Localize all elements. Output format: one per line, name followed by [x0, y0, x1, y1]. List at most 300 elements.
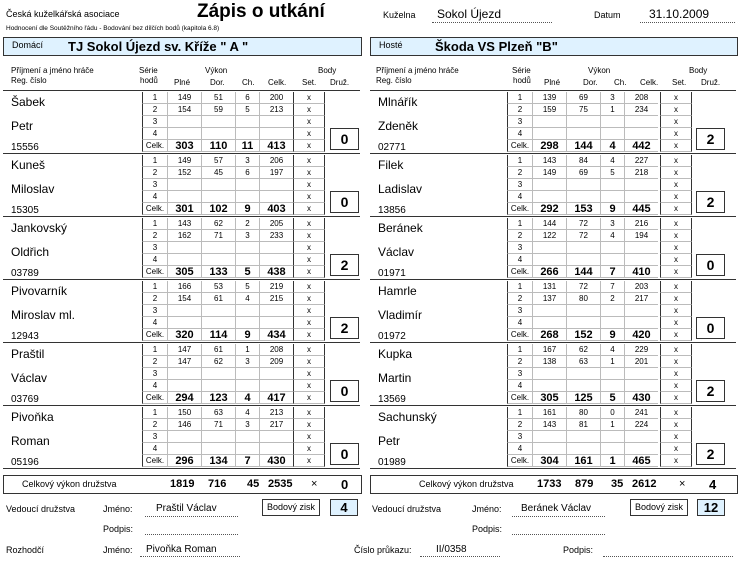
- serie-number: 3: [507, 242, 532, 254]
- score-ch: 3: [235, 230, 259, 242]
- home-sum-points: 0: [341, 477, 349, 492]
- player-points: 2: [696, 191, 725, 213]
- score-ch: [235, 242, 259, 254]
- set-mark: x: [293, 305, 325, 317]
- set-mark: x: [293, 329, 325, 341]
- score-ch: [235, 431, 259, 443]
- score-dor: 59: [201, 104, 235, 116]
- celk-label: Celk.: [507, 455, 532, 467]
- score-dor: 81: [566, 419, 600, 431]
- score-plne: 144: [532, 218, 566, 230]
- score-plne: [532, 116, 566, 128]
- col-player: Příjmení a jméno hráče: [11, 66, 94, 75]
- score-celk: [259, 128, 293, 140]
- score-celk: 216: [624, 218, 658, 230]
- player-firstname: Zdeněk: [378, 119, 419, 133]
- score-dor: 134: [201, 455, 235, 467]
- score-celk: 197: [259, 167, 293, 179]
- score-dor: 123: [201, 392, 235, 404]
- guest-table-top: [370, 90, 736, 91]
- score-plne: [167, 254, 201, 266]
- score-dor: 62: [566, 344, 600, 356]
- player-reg-number: 13856: [378, 205, 406, 216]
- score-celk: 465: [624, 455, 658, 467]
- score-celk: 224: [624, 419, 658, 431]
- serie-number: 2: [507, 104, 532, 116]
- score-ch: 1: [600, 104, 624, 116]
- guest-sum-plne: 1733: [537, 478, 562, 490]
- score-celk: 213: [259, 407, 293, 419]
- player-surname: Hamrle: [378, 284, 417, 298]
- score-dor: [566, 317, 600, 329]
- serie-number: 1: [142, 281, 167, 293]
- set-mark: x: [660, 191, 692, 203]
- score-plne: 143: [532, 155, 566, 167]
- player-points: 2: [696, 443, 725, 465]
- player-points: 2: [696, 380, 725, 402]
- home-sum-dor: 716: [208, 478, 227, 490]
- set-mark: x: [660, 392, 692, 404]
- score-ch: [600, 431, 624, 443]
- player-reg-number: 01989: [378, 457, 406, 468]
- serie-number: 3: [142, 368, 167, 380]
- col-vykon: Výkon: [205, 66, 228, 75]
- score-celk: [259, 179, 293, 191]
- score-ch: 7: [600, 281, 624, 293]
- score-celk: 208: [624, 92, 658, 104]
- set-mark: x: [293, 128, 325, 140]
- serie-number: 2: [507, 356, 532, 368]
- score-dor: [566, 380, 600, 392]
- set-mark: x: [660, 242, 692, 254]
- score-plne: [532, 305, 566, 317]
- guest-vedouci-label: Vedoucí družstva: [372, 504, 442, 514]
- score-dor: [566, 242, 600, 254]
- set-mark: x: [293, 455, 325, 467]
- score-ch: [235, 368, 259, 380]
- col-dor: Dor.: [210, 78, 225, 87]
- score-celk: 445: [624, 203, 658, 215]
- score-ch: [600, 128, 624, 140]
- score-dor: 57: [201, 155, 235, 167]
- player-reg-number: 02771: [378, 142, 406, 153]
- set-mark: x: [660, 344, 692, 356]
- home-jmeno-label: Jméno:: [103, 504, 133, 514]
- player-reg-number: 13569: [378, 394, 406, 405]
- set-mark: x: [660, 167, 692, 179]
- score-plne: [532, 128, 566, 140]
- rozhodci-name-line: [140, 556, 240, 557]
- col-serie: Série: [139, 66, 158, 75]
- player-firstname: Ladislav: [378, 182, 423, 196]
- score-celk: 209: [259, 356, 293, 368]
- score-plne: [167, 431, 201, 443]
- score-celk: [259, 317, 293, 329]
- set-mark: x: [660, 104, 692, 116]
- player-points: 2: [330, 317, 359, 339]
- score-ch: [600, 191, 624, 203]
- guest-sum-set: ×: [679, 478, 686, 490]
- score-plne: 301: [167, 203, 201, 215]
- score-ch: 3: [600, 218, 624, 230]
- score-plne: 137: [532, 293, 566, 305]
- score-plne: [167, 317, 201, 329]
- guest-label: Hosté: [379, 40, 403, 50]
- player-points: 0: [330, 380, 359, 402]
- serie-number: 4: [507, 317, 532, 329]
- score-ch: 3: [235, 155, 259, 167]
- serie-number: 3: [142, 116, 167, 128]
- player-points: 2: [330, 254, 359, 276]
- player-block: [3, 91, 360, 154]
- guest-vedouci-name: Beránek Václav: [521, 503, 592, 514]
- player-firstname: Václav: [11, 371, 48, 385]
- score-ch: 4: [235, 293, 259, 305]
- player-surname: Pivovarník: [11, 284, 68, 298]
- score-ch: [600, 305, 624, 317]
- set-mark: x: [660, 380, 692, 392]
- score-plne: [167, 179, 201, 191]
- kuzelna-label: Kuželna: [383, 10, 416, 20]
- score-ch: 5: [235, 104, 259, 116]
- score-plne: 154: [167, 293, 201, 305]
- col-set: Set.: [302, 78, 317, 87]
- score-plne: [167, 242, 201, 254]
- score-celk: [259, 380, 293, 392]
- set-mark: x: [660, 218, 692, 230]
- page-title: Zápis o utkání: [197, 1, 325, 22]
- set-mark: x: [293, 167, 325, 179]
- score-ch: 6: [235, 92, 259, 104]
- set-mark: x: [660, 230, 692, 242]
- score-celk: [624, 380, 658, 392]
- score-dor: [201, 380, 235, 392]
- celk-label: Celk.: [507, 329, 532, 341]
- set-mark: x: [293, 203, 325, 215]
- home-podpis-line: [145, 534, 238, 535]
- score-ch: [235, 380, 259, 392]
- score-celk: 410: [624, 266, 658, 278]
- score-ch: [600, 368, 624, 380]
- score-ch: 5: [235, 266, 259, 278]
- serie-number: 4: [507, 380, 532, 392]
- score-plne: 150: [167, 407, 201, 419]
- score-dor: [566, 116, 600, 128]
- player-points: 0: [696, 317, 725, 339]
- score-dor: [566, 254, 600, 266]
- guest-sum-ch: 35: [611, 478, 624, 490]
- score-plne: 162: [167, 230, 201, 242]
- guest-team-name: Škoda VS Plzeň "B": [435, 39, 558, 54]
- score-plne: 154: [167, 104, 201, 116]
- score-celk: [624, 317, 658, 329]
- serie-number: 2: [507, 419, 532, 431]
- score-celk: [624, 242, 658, 254]
- score-dor: 71: [201, 419, 235, 431]
- col-player: Příjmení a jméno hráče: [376, 66, 459, 75]
- player-block: [370, 91, 736, 154]
- rozhodci-jmeno-label: Jméno:: [103, 545, 133, 555]
- score-dor: 51: [201, 92, 235, 104]
- score-dor: [201, 191, 235, 203]
- score-plne: [532, 443, 566, 455]
- set-mark: x: [660, 407, 692, 419]
- player-surname: Kupka: [378, 347, 413, 361]
- score-plne: 143: [167, 218, 201, 230]
- set-mark: x: [293, 266, 325, 278]
- score-plne: [532, 254, 566, 266]
- score-celk: 217: [259, 419, 293, 431]
- score-dor: 63: [201, 407, 235, 419]
- col-plne: Plné: [544, 78, 561, 87]
- set-mark: x: [660, 293, 692, 305]
- player-reg-number: 01971: [378, 268, 406, 279]
- score-plne: [167, 191, 201, 203]
- score-celk: 413: [259, 140, 293, 152]
- set-mark: x: [293, 155, 325, 167]
- score-celk: 217: [624, 293, 658, 305]
- score-plne: [167, 116, 201, 128]
- score-dor: [201, 443, 235, 455]
- player-surname: Jankovský: [11, 221, 68, 235]
- score-celk: 442: [624, 140, 658, 152]
- score-celk: [259, 242, 293, 254]
- home-vedouci-name: Praštil Václav: [156, 503, 217, 514]
- score-celk: 194: [624, 230, 658, 242]
- score-plne: 138: [532, 356, 566, 368]
- set-mark: x: [660, 92, 692, 104]
- home-sum-ch: 45: [247, 478, 260, 490]
- player-surname: Pivoňka: [11, 410, 54, 424]
- score-ch: 2: [600, 293, 624, 305]
- score-plne: 320: [167, 329, 201, 341]
- player-surname: Praštil: [11, 347, 45, 361]
- col-dor: Dor.: [583, 78, 598, 87]
- score-dor: [566, 179, 600, 191]
- score-dor: 72: [566, 218, 600, 230]
- score-ch: [600, 317, 624, 329]
- kuzelna-underline: [432, 22, 552, 23]
- score-ch: 5: [600, 392, 624, 404]
- score-plne: [532, 368, 566, 380]
- score-plne: 266: [532, 266, 566, 278]
- player-firstname: Vladimír: [378, 308, 423, 322]
- player-firstname: Roman: [11, 434, 50, 448]
- player-firstname: Martin: [378, 371, 412, 385]
- score-ch: [600, 443, 624, 455]
- datum-underline: [640, 22, 735, 23]
- player-firstname: Václav: [378, 245, 415, 259]
- score-celk: 430: [624, 392, 658, 404]
- set-mark: x: [293, 344, 325, 356]
- serie-number: 4: [507, 191, 532, 203]
- prukaz-line: [420, 556, 500, 557]
- score-plne: 147: [167, 344, 201, 356]
- set-mark: x: [660, 443, 692, 455]
- set-mark: x: [293, 419, 325, 431]
- score-ch: [600, 254, 624, 266]
- score-celk: [259, 191, 293, 203]
- home-sum-celk: 2535: [268, 478, 293, 490]
- score-celk: 219: [259, 281, 293, 293]
- set-mark: x: [293, 92, 325, 104]
- player-block: [3, 343, 360, 406]
- score-dor: 69: [566, 167, 600, 179]
- score-dor: [566, 128, 600, 140]
- score-plne: [167, 128, 201, 140]
- association-name: Česká kuželkářská asociace: [6, 9, 120, 19]
- score-dor: 144: [566, 266, 600, 278]
- score-plne: [532, 380, 566, 392]
- score-dor: 110: [201, 140, 235, 152]
- score-ch: 4: [600, 140, 624, 152]
- score-ch: [600, 116, 624, 128]
- score-ch: 4: [235, 407, 259, 419]
- set-mark: x: [293, 230, 325, 242]
- player-firstname: Miloslav: [11, 182, 55, 196]
- score-celk: [624, 116, 658, 128]
- guest-summary-row: [370, 475, 738, 494]
- player-firstname: Oldřich: [11, 245, 50, 259]
- guest-jmeno-label: Jméno:: [472, 504, 502, 514]
- score-ch: 7: [600, 266, 624, 278]
- score-dor: 84: [566, 155, 600, 167]
- player-reg-number: 12943: [11, 331, 39, 342]
- serie-number: 3: [507, 116, 532, 128]
- serie-number: 4: [142, 191, 167, 203]
- player-points: 2: [696, 128, 725, 150]
- score-celk: 420: [624, 329, 658, 341]
- score-dor: [566, 368, 600, 380]
- score-ch: 4: [600, 230, 624, 242]
- score-plne: 305: [532, 392, 566, 404]
- player-reg-number: 03789: [11, 268, 39, 279]
- serie-number: 1: [507, 344, 532, 356]
- set-mark: x: [293, 407, 325, 419]
- col-reg: Reg. číslo: [376, 76, 412, 85]
- score-celk: 218: [624, 167, 658, 179]
- score-dor: 153: [566, 203, 600, 215]
- col-ch: Ch.: [614, 78, 627, 87]
- set-mark: x: [660, 305, 692, 317]
- score-dor: 80: [566, 407, 600, 419]
- score-ch: [600, 179, 624, 191]
- set-mark: x: [293, 380, 325, 392]
- serie-number: 1: [507, 281, 532, 293]
- set-mark: x: [660, 455, 692, 467]
- player-reg-number: 15305: [11, 205, 39, 216]
- score-dor: 152: [566, 329, 600, 341]
- col-hodu: hodů: [513, 76, 531, 85]
- score-dor: 133: [201, 266, 235, 278]
- serie-number: 3: [142, 305, 167, 317]
- col-serie: Série: [512, 66, 531, 75]
- home-table-top: [3, 90, 360, 91]
- score-dor: [566, 305, 600, 317]
- home-team-box: [3, 37, 362, 56]
- score-dor: [201, 242, 235, 254]
- serie-number: 3: [507, 305, 532, 317]
- serie-number: 2: [142, 356, 167, 368]
- celk-label: Celk.: [142, 140, 167, 152]
- score-ch: [235, 317, 259, 329]
- score-ch: 4: [235, 392, 259, 404]
- serie-number: 2: [507, 293, 532, 305]
- serie-number: 1: [142, 407, 167, 419]
- player-firstname: Miroslav ml.: [11, 308, 76, 322]
- set-mark: x: [293, 356, 325, 368]
- score-dor: 61: [201, 293, 235, 305]
- score-celk: 241: [624, 407, 658, 419]
- score-ch: [235, 179, 259, 191]
- score-dor: [201, 179, 235, 191]
- celk-label: Celk.: [507, 392, 532, 404]
- set-mark: x: [293, 191, 325, 203]
- score-celk: 234: [624, 104, 658, 116]
- home-name-line: [145, 516, 238, 517]
- player-points: 0: [330, 443, 359, 465]
- player-surname: Kuneš: [11, 158, 46, 172]
- score-plne: 167: [532, 344, 566, 356]
- score-celk: [624, 368, 658, 380]
- set-mark: x: [293, 443, 325, 455]
- home-bodovy-label: Bodový zisk: [262, 499, 320, 516]
- player-block: [3, 406, 360, 469]
- score-plne: 149: [167, 92, 201, 104]
- set-mark: x: [293, 281, 325, 293]
- score-celk: 205: [259, 218, 293, 230]
- score-plne: 146: [167, 419, 201, 431]
- col-ch: Ch.: [242, 78, 255, 87]
- player-block: [370, 343, 736, 406]
- col-celk: Celk.: [640, 78, 659, 87]
- set-mark: x: [660, 281, 692, 293]
- score-plne: 161: [532, 407, 566, 419]
- score-ch: 0: [600, 407, 624, 419]
- scoring-subtitle: Hodnocení dle Soutěžního řádu - Bodování bez dílčích bodů (kapitola 6.8): [6, 25, 220, 32]
- score-celk: [259, 431, 293, 443]
- serie-number: 4: [142, 317, 167, 329]
- score-ch: 4: [600, 344, 624, 356]
- serie-number: 2: [142, 167, 167, 179]
- serie-number: 1: [507, 92, 532, 104]
- guest-bodovy-value: 12: [697, 499, 725, 516]
- celk-label: Celk.: [142, 329, 167, 341]
- home-summary-label: Celkový výkon družstva: [22, 479, 117, 489]
- serie-number: 3: [507, 431, 532, 443]
- score-dor: 102: [201, 203, 235, 215]
- score-dor: 53: [201, 281, 235, 293]
- player-reg-number: 03769: [11, 394, 39, 405]
- celk-label: Celk.: [142, 266, 167, 278]
- score-celk: 438: [259, 266, 293, 278]
- score-ch: 7: [235, 455, 259, 467]
- set-mark: x: [293, 242, 325, 254]
- set-mark: x: [660, 266, 692, 278]
- player-points: 0: [696, 254, 725, 276]
- score-celk: 403: [259, 203, 293, 215]
- player-firstname: Petr: [378, 434, 401, 448]
- serie-number: 2: [142, 419, 167, 431]
- score-dor: 71: [201, 230, 235, 242]
- celk-label: Celk.: [507, 140, 532, 152]
- score-dor: [201, 254, 235, 266]
- score-ch: [235, 128, 259, 140]
- score-plne: 139: [532, 92, 566, 104]
- player-firstname: Petr: [11, 119, 34, 133]
- score-plne: 149: [532, 167, 566, 179]
- score-celk: [259, 305, 293, 317]
